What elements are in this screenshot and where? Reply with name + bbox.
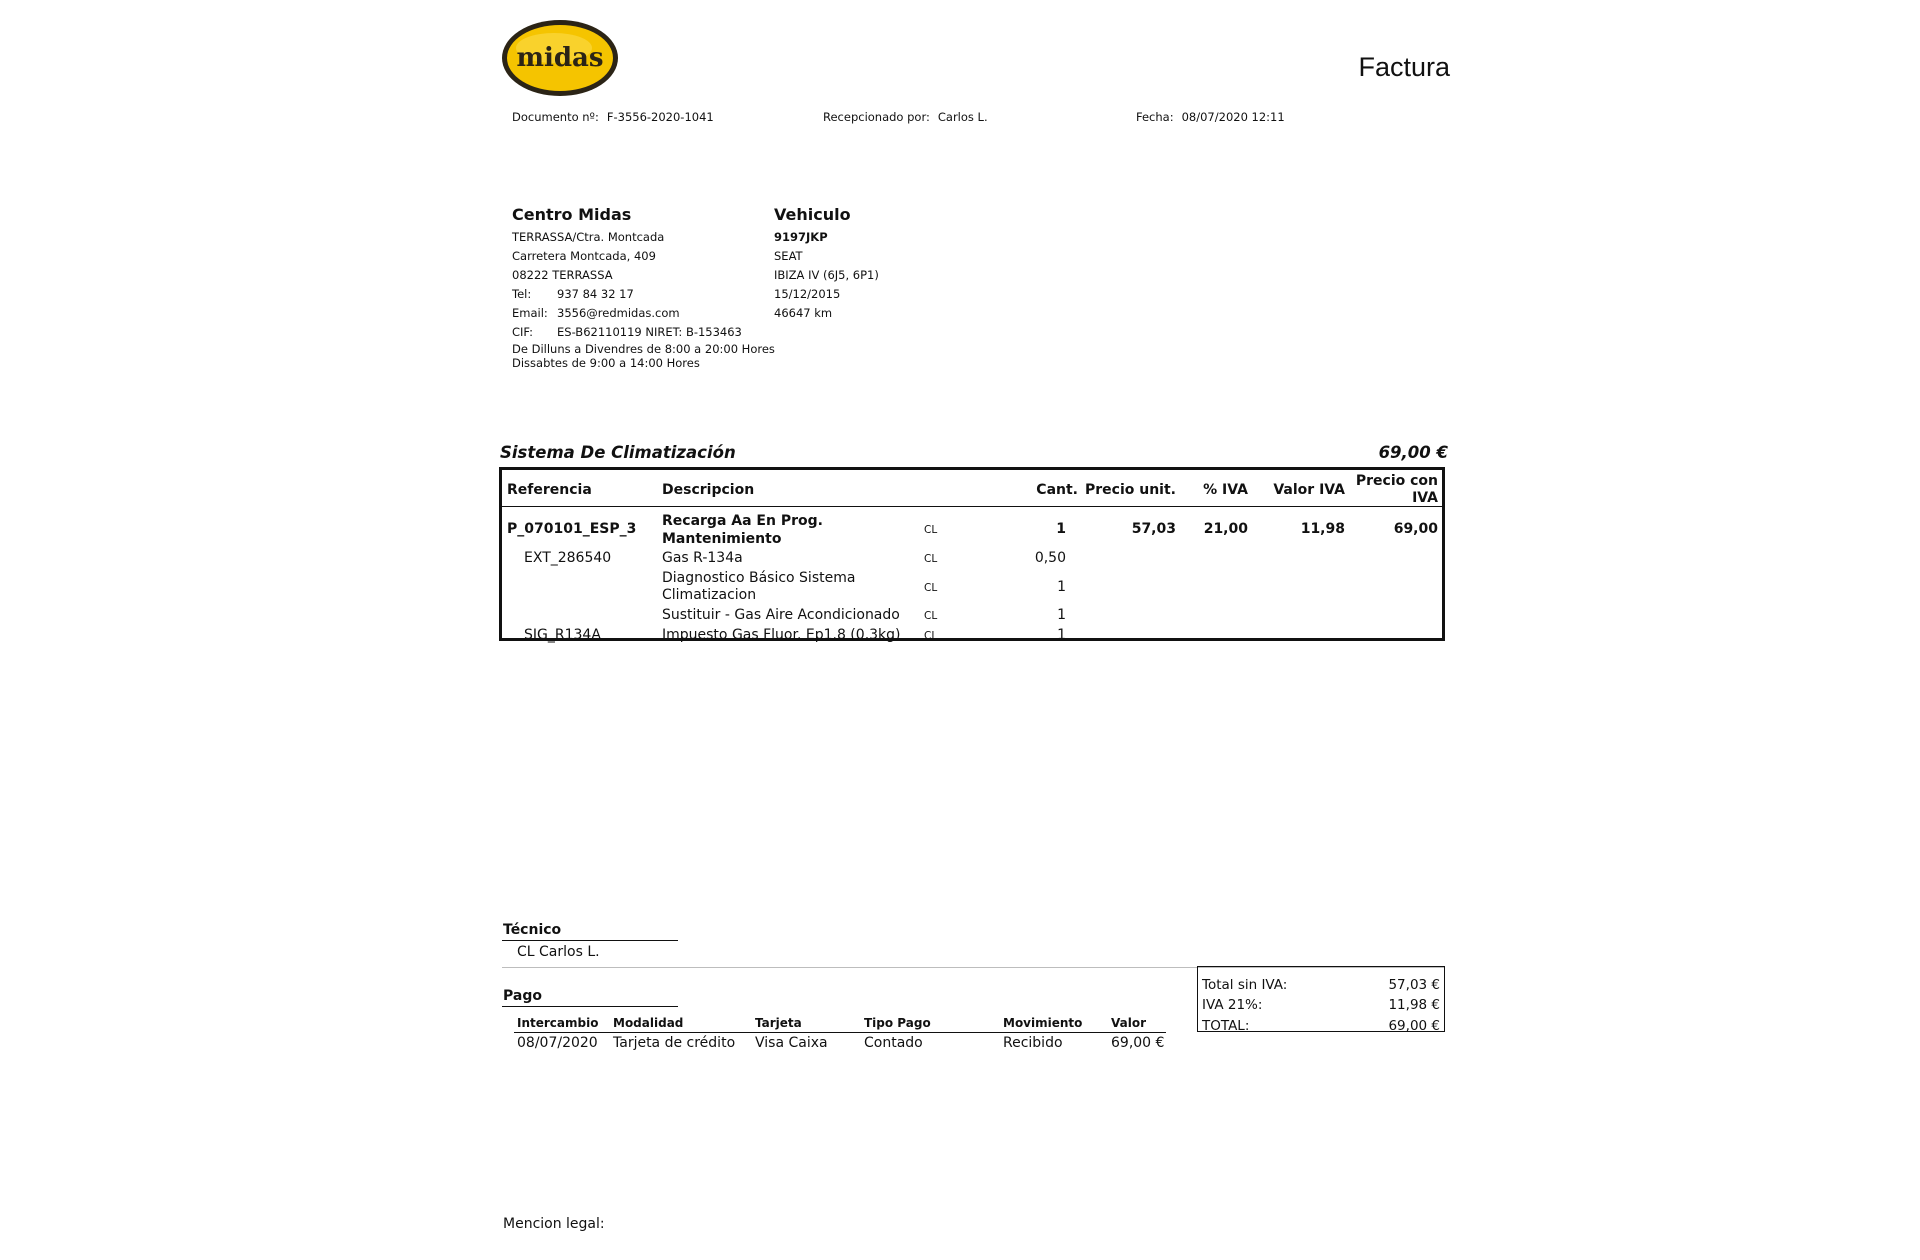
pago-header-underline: [514, 1032, 1166, 1033]
header-cant: Cant.: [1036, 482, 1078, 498]
row-iva-pct: 21,00: [1203, 521, 1248, 537]
row-valor-iva: 11,98: [1300, 521, 1345, 537]
pago-header-movimiento: Movimiento: [1003, 1016, 1083, 1030]
row-descripcion-line: Mantenimiento: [662, 531, 782, 547]
centro-title: Centro Midas: [512, 205, 632, 224]
total-sin-iva: [1202, 977, 1440, 993]
vehiculo-line: 46647 km: [774, 306, 833, 320]
tecnico-title: Técnico: [503, 922, 562, 938]
pago-header-modalidad: Modalidad: [613, 1016, 684, 1030]
midas-logo: [500, 18, 620, 98]
header-valor-iva: Valor IVA: [1273, 482, 1345, 498]
row-cant: 1: [1056, 521, 1066, 537]
pago-valor: 69,00 €: [1111, 1035, 1165, 1051]
pago-tarjeta: Visa Caixa: [755, 1035, 828, 1051]
document-title: Factura: [1358, 52, 1450, 82]
tecnico-underline: [502, 940, 678, 941]
recepcionado-value: Carlos L.: [937, 110, 988, 124]
documento-value: F-3556-2020-1041: [606, 110, 714, 124]
total-sin-iva-label: Total sin IVA:: [1202, 977, 1288, 993]
email-value: 3556@redmidas.com: [557, 306, 680, 320]
header-precio-con-iva-line: IVA: [1412, 490, 1438, 506]
hours-saturday: Dissabtes de 9:00 a 14:00 Hores: [512, 356, 700, 370]
documento-label: Documento nº:: [512, 110, 599, 124]
niret-value: B-153463: [685, 325, 742, 339]
row-referencia: P_070101_ESP_3: [507, 521, 637, 537]
pago-tipo-pago: Contado: [864, 1035, 923, 1051]
documento-number: [512, 110, 714, 124]
centro-address: [512, 228, 762, 342]
pago-intercambio: 08/07/2020: [517, 1035, 598, 1051]
hours-weekdays: De Dilluns a Divendres de 8:00 a 20:00 Hores: [512, 342, 775, 356]
subrow-descripcion: [662, 570, 855, 604]
centro-cif: [512, 323, 762, 342]
row-precio-con-iva: 69,00: [1393, 521, 1438, 537]
grand-total-label: TOTAL:: [1202, 1018, 1250, 1034]
cif-label: CIF:: [512, 325, 534, 339]
iva-value: 11,98 €: [1388, 997, 1440, 1013]
vehiculo-line: SEAT: [774, 249, 803, 263]
vehiculo-details: [774, 228, 974, 323]
header-descripcion: Descripcion: [662, 482, 755, 498]
section-total: 69,00 €: [1378, 443, 1448, 462]
centro-hours: [512, 342, 792, 370]
iva-label: IVA 21%:: [1202, 997, 1263, 1013]
midas-logo-text: midas: [516, 43, 604, 73]
subrow-descripcion: Sustituir - Gas Aire Acondicionado: [662, 607, 900, 623]
subrow-referencia: EXT_286540: [524, 550, 612, 566]
cif-value: ES-B62110119: [557, 325, 642, 339]
row-code: CL: [924, 524, 938, 536]
subrow-referencia: SIG_R134A: [524, 627, 601, 643]
header-referencia: Referencia: [507, 482, 592, 498]
fecha-value: 08/07/2020 12:11: [1181, 110, 1285, 124]
row-descripcion-line: Recarga Aa En Prog.: [662, 513, 823, 529]
tel-label: Tel:: [512, 287, 532, 301]
section-name: Sistema De Climatización: [500, 443, 736, 462]
iva-total: [1202, 997, 1440, 1013]
email-label: Email:: [512, 306, 548, 320]
subrow-cant: 1: [1057, 579, 1066, 595]
pago-movimiento: Recibido: [1003, 1035, 1063, 1051]
subrow-descripcion: Gas R-134a: [662, 550, 743, 566]
fecha: [1136, 110, 1285, 124]
grand-total: [1202, 1018, 1440, 1034]
grand-total-value: 69,00 €: [1388, 1018, 1440, 1034]
centro-line: Carretera Montcada, 409: [512, 249, 656, 263]
centro-line: 08222 TERRASSA: [512, 268, 613, 282]
row-precio-unit: 57,03: [1131, 521, 1176, 537]
subrow-cant: 1: [1057, 627, 1066, 643]
pago-header-tipo-pago: Tipo Pago: [864, 1016, 931, 1030]
header-precio-con-iva-line: Precio con: [1355, 473, 1438, 489]
niret-label: NIRET:: [645, 325, 683, 339]
centro-tel: [512, 285, 762, 304]
recepcionado-por: [823, 110, 988, 124]
header-iva-pct: % IVA: [1203, 482, 1248, 498]
header-precio-unit: Precio unit.: [1085, 482, 1176, 498]
pago-header-valor: Valor: [1111, 1016, 1147, 1030]
fecha-label: Fecha:: [1136, 110, 1174, 124]
vehiculo-title: Vehiculo: [774, 205, 851, 224]
recepcionado-label: Recepcionado por:: [823, 110, 930, 124]
subrow-code: CL: [924, 610, 938, 622]
subrow-descripcion: Impuesto Gas Fluor. Ep1.8 (0,3kg): [662, 627, 901, 643]
tecnico-value: CL Carlos L.: [517, 944, 600, 960]
table-header-divider: [502, 506, 1442, 507]
centro-line: TERRASSA/Ctra. Montcada: [512, 230, 665, 244]
subrow-cant: 1: [1057, 607, 1066, 623]
vehiculo-line: IBIZA IV (6J5, 6P1): [774, 268, 879, 282]
mencion-legal: Mencion legal:: [503, 1216, 605, 1232]
tel-value: 937 84 32 17: [557, 287, 634, 301]
pago-header-tarjeta: Tarjeta: [755, 1016, 802, 1030]
subrow-descripcion-line: Climatizacion: [662, 587, 757, 603]
pago-modalidad: Tarjeta de crédito: [613, 1035, 736, 1051]
vehiculo-line: 15/12/2015: [774, 287, 841, 301]
subrow-cant: 0,50: [1034, 550, 1066, 566]
subrow-code: CL: [924, 553, 938, 565]
subrow-code: CL: [924, 630, 938, 642]
row-descripcion: [662, 512, 823, 548]
total-sin-iva-value: 57,03 €: [1388, 977, 1440, 993]
header-precio-con-iva: [1350, 473, 1438, 507]
centro-email: [512, 304, 762, 323]
vehiculo-plate: 9197JKP: [774, 230, 828, 244]
pago-header-intercambio: Intercambio: [517, 1016, 599, 1030]
pago-underline: [502, 1006, 678, 1007]
subrow-code: CL: [924, 582, 938, 594]
subrow-descripcion-line: Diagnostico Básico Sistema: [662, 570, 856, 586]
pago-title: Pago: [503, 988, 542, 1004]
